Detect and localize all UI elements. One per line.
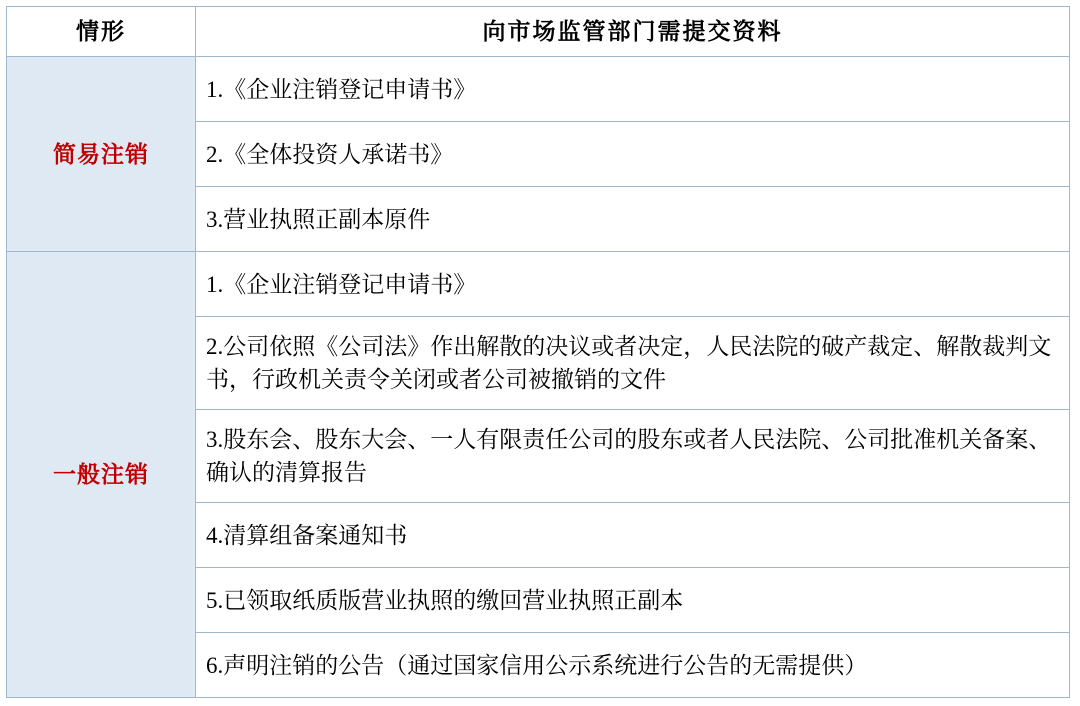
material-item: 3.股东会、股东大会、一人有限责任公司的股东或者人民法院、公司批准机关备案、确认的清算报告 [196, 410, 1070, 503]
header-materials-cell: 向市场监管部门需提交资料 [196, 7, 1070, 57]
material-item: 1.《企业注销登记申请书》 [196, 252, 1070, 317]
material-item: 2.公司依照《公司法》作出解散的决议或者决定，人民法院的破产裁定、解散裁判文书，行政机关责令关闭或者公司被撤销的文件 [196, 317, 1070, 410]
material-item: 2.《全体投资人承诺书》 [196, 122, 1070, 187]
material-item: 1.《企业注销登记申请书》 [196, 57, 1070, 122]
case-label-general-cancellation: 一般注销 [7, 252, 196, 698]
materials-table [6, 6, 1070, 698]
header-case-cell: 情形 [7, 7, 196, 57]
case-label-simple-cancellation: 简易注销 [7, 57, 196, 252]
material-item: 5.已领取纸质版营业执照的缴回营业执照正副本 [196, 568, 1070, 633]
material-item: 6.声明注销的公告（通过国家信用公示系统进行公告的无需提供） [196, 633, 1070, 698]
material-item: 3.营业执照正副本原件 [196, 187, 1070, 252]
table-row [7, 57, 1070, 122]
material-item: 4.清算组备案通知书 [196, 503, 1070, 568]
table-header-row [7, 7, 1070, 57]
table-row [7, 252, 1070, 317]
